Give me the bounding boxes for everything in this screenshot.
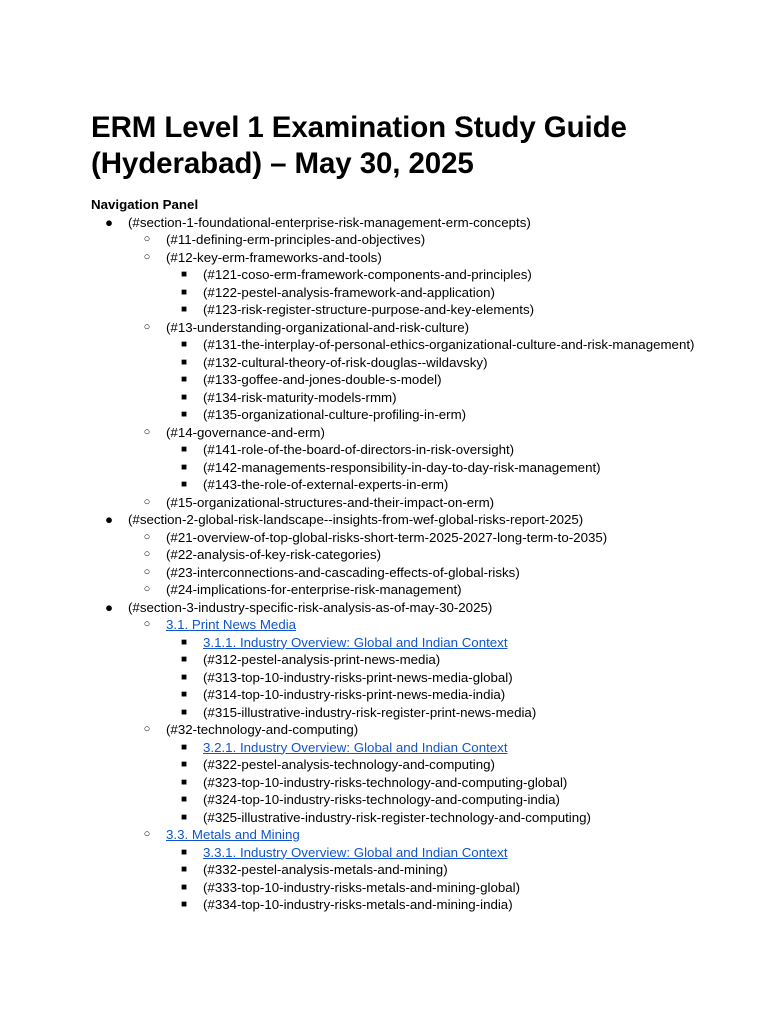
navigation-list [91, 214, 728, 914]
nav-list-item [91, 791, 728, 809]
nav-item-text: (#313-top-10-industry-risks-print-news-media-global) [203, 669, 513, 685]
nav-link[interactable]: 3.1. Print News Media [166, 617, 297, 632]
bullet-marker: ■ [180, 304, 188, 315]
bullet-marker: ■ [180, 654, 188, 665]
nav-list-item [91, 389, 728, 407]
nav-link-item[interactable] [91, 616, 728, 634]
nav-list-item [91, 494, 728, 512]
nav-list-item [91, 599, 728, 617]
nav-list-item [91, 896, 728, 914]
nav-item-text: (#142-managements-responsibility-in-day-to-day-risk-management) [203, 459, 601, 475]
bullet-marker: ● [104, 512, 114, 527]
bullet-marker: ■ [180, 461, 188, 473]
nav-item-text: (#121-coso-erm-framework-components-and-principles) [203, 267, 532, 282]
nav-list-item [91, 546, 728, 564]
nav-list-item [91, 476, 728, 494]
bullet-marker: ■ [180, 286, 188, 298]
bullet-marker: ■ [180, 391, 188, 403]
bullet-marker: ○ [143, 320, 151, 333]
bullet-marker: ■ [180, 689, 188, 700]
nav-list-item [91, 284, 728, 302]
bullet-marker: ○ [143, 618, 151, 630]
nav-list-item [91, 231, 728, 249]
nav-list-item [91, 371, 728, 389]
nav-list-item [91, 441, 728, 459]
nav-item-text: (#332-pestel-analysis-metals-and-mining) [203, 862, 448, 877]
nav-item-text: (#333-top-10-industry-risks-metals-and-mining-global) [203, 879, 521, 895]
nav-item-text: (#22-analysis-of-key-risk-categories) [166, 547, 382, 562]
bullet-marker: ■ [180, 794, 188, 805]
nav-list-item [91, 756, 728, 774]
nav-list-item [91, 406, 728, 424]
nav-list-item [91, 809, 728, 827]
nav-item-text: (#325-illustrative-industry-risk-register-technology-and-computing) [203, 809, 591, 825]
nav-item-text: (#12-key-erm-frameworks-and-tools) [166, 249, 382, 265]
nav-item-text: (#131-the-interplay-of-personal-ethics-organizational-culture-and-risk-management) [203, 337, 695, 352]
bullet-marker: ■ [180, 741, 188, 753]
bullet-marker: ■ [180, 864, 188, 875]
bullet-marker: ■ [180, 374, 188, 385]
nav-link-item[interactable] [91, 634, 728, 652]
bullet-marker: ■ [180, 409, 188, 420]
nav-list-item [91, 459, 728, 477]
nav-item-text: (#143-the-role-of-external-experts-in-erm) [203, 477, 449, 492]
bullet-marker: ○ [143, 530, 151, 543]
bullet-marker: ■ [180, 444, 188, 455]
nav-item-text: (#13-understanding-organizational-and-risk-culture) [166, 319, 470, 335]
nav-item-text: (#14-governance-and-erm) [166, 424, 325, 440]
bullet-marker: ■ [180, 811, 188, 823]
bullet-marker: ○ [143, 548, 151, 560]
nav-item-text: (#315-illustrative-industry-risk-register-print-news-media) [203, 704, 537, 720]
nav-list-item [91, 319, 728, 337]
nav-link[interactable]: 3.3. Metals and Mining [166, 827, 300, 842]
nav-list-item [91, 511, 728, 529]
nav-link-item[interactable] [91, 826, 728, 844]
nav-list-item [91, 879, 728, 897]
nav-list-item [91, 266, 728, 284]
document-title: ERM Level 1 Examination Study Guide (Hyderabad) – May 30, 2025 [91, 111, 627, 180]
bullet-marker: ○ [143, 425, 151, 438]
nav-item-text: (#21-overview-of-top-global-risks-short-term-2025-2027-long-term-to-2035) [166, 529, 608, 545]
bullet-marker: ■ [180, 776, 188, 788]
nav-list-item [91, 704, 728, 722]
nav-item-text: (#123-risk-register-structure-purpose-and-key-elements) [203, 302, 535, 317]
nav-list-item [91, 301, 728, 319]
navigation-panel-heading: Navigation Panel [91, 197, 199, 212]
nav-item-text: (#323-top-10-industry-risks-technology-and-computing-global) [203, 774, 568, 790]
nav-list-item [91, 214, 728, 232]
nav-list-item [91, 336, 728, 354]
nav-item-text: (#133-goffee-and-jones-double-s-model) [203, 372, 442, 387]
nav-link-item[interactable] [91, 739, 728, 757]
nav-item-text: (#32-technology-and-computing) [166, 722, 359, 737]
nav-item-text: (#312-pestel-analysis-print-news-media) [203, 652, 441, 667]
nav-list-item [91, 424, 728, 442]
nav-item-text: (#324-top-10-industry-risks-technology-and-computing-india) [203, 792, 560, 807]
bullet-marker: ○ [143, 565, 151, 578]
nav-item-text: (#122-pestel-analysis-framework-and-application) [203, 284, 495, 300]
bullet-marker: ● [104, 599, 114, 615]
bullet-marker: ■ [180, 881, 188, 893]
nav-list-item [91, 249, 728, 267]
nav-item-text: (#132-cultural-theory-of-risk-douglas--wildavsky) [203, 354, 488, 370]
bullet-marker: ■ [180, 339, 188, 350]
nav-item-text: (#141-role-of-the-board-of-directors-in-risk-oversight) [203, 442, 515, 457]
nav-item-text: (#322-pestel-analysis-technology-and-computing) [203, 757, 495, 772]
bullet-marker: ■ [180, 671, 188, 683]
bullet-marker: ○ [143, 250, 151, 263]
nav-link[interactable]: 3.2.1. Industry Overview: Global and Indian Context [203, 739, 508, 755]
nav-item-text: (#314-top-10-industry-risks-print-news-media-india) [203, 687, 506, 702]
nav-link-item[interactable] [91, 844, 728, 862]
bullet-marker: ■ [180, 759, 188, 770]
nav-list-item [91, 354, 728, 372]
bullet-marker: ○ [143, 828, 151, 840]
nav-list-item [91, 564, 728, 582]
nav-item-text: (#15-organizational-structures-and-their-impact-on-erm) [166, 494, 495, 510]
nav-list-item [91, 529, 728, 547]
nav-item-text: (#134-risk-maturity-models-rmm) [203, 389, 397, 405]
nav-list-item [91, 669, 728, 687]
nav-item-text: (#23-interconnections-and-cascading-effects-of-global-risks) [166, 564, 520, 580]
bullet-marker: ○ [143, 233, 151, 245]
bullet-marker: ■ [180, 356, 188, 368]
bullet-marker: ○ [143, 723, 151, 735]
bullet-marker: ■ [180, 636, 188, 648]
nav-list-item [91, 581, 728, 599]
bullet-marker: ■ [180, 899, 188, 910]
nav-item-text: (#334-top-10-industry-risks-metals-and-mining-india) [203, 897, 513, 912]
nav-link[interactable]: 3.3.1. Industry Overview: Global and Indian Context [203, 844, 508, 860]
nav-item-text: (#section-1-foundational-enterprise-risk-management-erm-concepts) [128, 214, 531, 230]
nav-item-text: (#11-defining-erm-principles-and-objectives) [166, 232, 426, 247]
bullet-marker: ■ [180, 846, 188, 858]
bullet-marker: ● [104, 214, 114, 230]
nav-list-item [91, 861, 728, 879]
nav-list-item [91, 686, 728, 704]
nav-list-item [91, 774, 728, 792]
bullet-marker: ○ [143, 495, 151, 508]
bullet-marker: ○ [143, 583, 151, 595]
nav-item-text: (#135-organizational-culture-profiling-in-erm) [203, 407, 467, 422]
nav-item-text: (#section-3-industry-specific-risk-analysis-as-of-may-30-2025) [128, 599, 493, 615]
nav-list-item [91, 651, 728, 669]
bullet-marker: ■ [180, 269, 188, 280]
bullet-marker: ■ [180, 479, 188, 490]
nav-item-text: (#24-implications-for-enterprise-risk-management) [166, 582, 462, 597]
nav-list-item [91, 721, 728, 739]
nav-item-text: (#section-2-global-risk-landscape--insights-from-wef-global-risks-report-2025) [128, 512, 584, 527]
bullet-marker: ■ [180, 706, 188, 718]
nav-link[interactable]: 3.1.1. Industry Overview: Global and Indian Context [203, 634, 508, 650]
